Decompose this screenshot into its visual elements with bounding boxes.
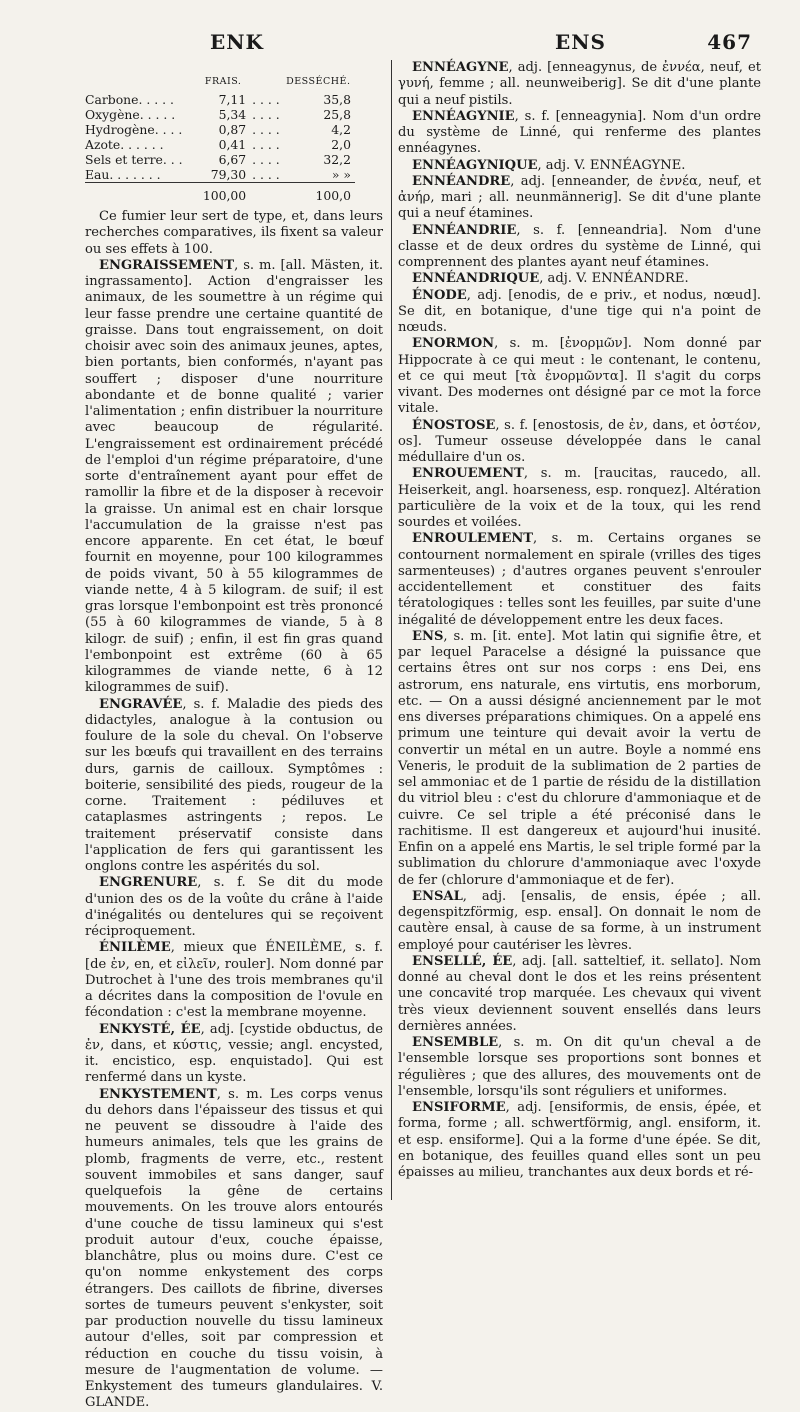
- entry-headword: ENNÉAGYNIE: [412, 108, 515, 124]
- entry-text: , mieux que ÉNEILÈME, s. f. [de ἐν, en, et εἰλεῖν, rouler]. Nom donné par Dutrochet à l'une des trois membranes qu'il a décrites dans la composition de l'ovule en fécondation : c'est la membrane moyenne.: [85, 940, 383, 1021]
- entry-headword: ENNÉAGYNIQUE: [412, 157, 538, 173]
- entry-headword: ENNÉAGYNE: [412, 60, 509, 75]
- entry-headword: ÉNODE: [412, 287, 467, 303]
- dictionary-entry: [398, 1100, 761, 1181]
- entry-text: , s. m. [it. ente]. Mot latin qui signifie être, et par lequel Paracelse a désigné la puissance que certains êtres ont sur nos corps : ens Dei, ens astrorum, ens naturale, ens virtutis, ens morborum, etc. — On a aussi désigné anciennement par le mot ens diverses préparations chimiques. On a appelé ens primum une teinture qui devait avoir la vertu de convertir un métal en un autre. Boyle a nommé ens Veneris, le produit de la sublimation de 2 parties de sel ammoniac et de 1 partie de résidu de la distillation du vitriol bleu : c'est du chlorure d'ammoniaque et de cuivre. Ce sel triple a été préconisé dans le rachitisme. Il est dangereux et aujourd'hui inusité. Enfin on a appelé ens Martis, le sel triple formé par la sublimation du chlorure d'ammoniaque avec l'oxyde de fer (chlorure d'ammoniaque et de fer).: [398, 628, 761, 888]
- entry-headword: ÉNILÈME: [99, 940, 171, 956]
- dictionary-entry: [85, 1087, 383, 1412]
- dictionary-entry: [398, 60, 761, 109]
- dictionary-entry: [398, 418, 761, 467]
- table-cell-sep: . . . .: [252, 107, 280, 122]
- table-cell-seche: 25,8: [323, 107, 351, 122]
- entry-headword: ENSIFORME: [412, 1100, 506, 1115]
- entry-headword: ENNÉANDRIE: [412, 222, 517, 238]
- dictionary-entry: [85, 697, 383, 876]
- entry-text: , adj. [ensalis, de ensis, épée ; all. degenspitzförmig, esp. ensal]. On donnait le nom de cautère ensal, à cause de sa forme, à un instrument employé pour cautériser les lèvres.: [398, 888, 761, 953]
- dictionary-entry: [398, 889, 761, 954]
- dictionary-entry: [398, 223, 761, 272]
- entry-headword: ENGRAVÉE: [99, 696, 183, 712]
- table-cell-sep: . . . .: [252, 167, 280, 182]
- dictionary-entry: [85, 1022, 383, 1087]
- table-cell-frais: 79,30: [210, 167, 247, 182]
- table-cell-name: Oxygène. . . . .: [85, 107, 176, 122]
- dictionary-entry: [398, 1035, 761, 1100]
- entry-headword: ENGRENURE: [99, 875, 198, 891]
- composition-table: [85, 74, 355, 203]
- column-divider: [391, 60, 392, 1200]
- dictionary-entry: [398, 336, 761, 417]
- entry-text: , s. f. Maladie des pieds des didactyles, analogue à la contusion ou foulure de la sole du cheval. On l'observe sur les bœufs qui travaillent en des terrains durs, garnis de cailloux. Symptômes : boiterie, sensibilité des pieds, rougeur de la corne. Traitement : pédiluves et cataplasmes astringents ; repos. Le traitement préservatif consiste dans l'application de fers qui garantissent les onglons contre les aspérités du sol.: [85, 696, 383, 874]
- table-cell-frais: 0,87: [218, 122, 247, 137]
- dictionary-entry: [398, 531, 761, 629]
- entry-text: , s. m. [all. Mästen, it. ingrassamento]. Action d'engraisser les animaux, de les soumettre à un régime qui leur fasse prendre une certaine quantité de graisse. Dans tout engraissement, on doit choisir avec soin des animaux jeunes, aptes, bien portants, bien conformés, n'ayant pas souffert ; disposer d'une nourriture abondante et de bonne qualité ; varier l'alimentation ; enfin distribuer la nourriture avec beaucoup de régularité. L'engraissement est ordinairement précédé de l'emploi d'un régime préparatoire, d'une sorte d'entraînement ayant pour effet de ramollir la fibre et de la disposer à recevoir la graisse. Un animal est en chair lorsque l'accumulation de la graisse n'est pas encore apparente. En cet état, le bœuf fournit en moyenne, pour 100 kilogrammes de poids vivant, 50 à 55 kilogrammes de viande nette, 4 à 5 kilogram. de suif; il est gras lorsque l'embonpoint est très prononcé (55 à 60 kilogrammes de viande, 5 à 8 kilogr. de suif) ; enfin, il est fin gras quand l'embonpoint est extrême (60 à 65 kilogrammes de viande nette, 6 à 12 kilogrammes de suif).: [85, 257, 383, 696]
- table-cell-sep: . . . .: [252, 122, 280, 137]
- table-cell-seche: 4,2: [331, 122, 351, 137]
- table-total-seche: 100,0: [282, 183, 355, 204]
- table-row: [85, 167, 355, 183]
- table-cell-name: Carbone. . . . .: [85, 92, 174, 107]
- table-cell-frais: 7,11: [218, 92, 247, 107]
- dictionary-entry: [85, 258, 383, 697]
- table-cell-name: Eau. . . . . . .: [85, 167, 161, 182]
- entry-headword: ENROULEMENT: [412, 531, 534, 547]
- entry-headword: ENKYSTÉ, ÉE: [99, 1021, 201, 1037]
- entry-text: , s. m. Certains organes se contournent normalement en spirale (vrilles des tiges sarmenteuses) ; d'autres organes peuvent s'enrouler accidentellement et constituer des faits tératologiques : telles sont les feuilles, par suite d'une inégalité de développement entre les deux faces.: [398, 531, 761, 628]
- entry-text: Ce fumier leur sert de type, et, dans leurs recherches comparatives, ils fixent sa valeur ou ses effets à 100.: [85, 209, 383, 257]
- right-column: [398, 60, 761, 1181]
- table-row: [85, 107, 355, 122]
- entry-text: , adj. [enodis, de e priv., et nodus, nœud]. Se dit, en botanique, d'une tige qui n'a point de nœuds.: [398, 287, 761, 335]
- table-cell-name: Azote. . . . . .: [85, 137, 164, 152]
- entry-text: , s. f. [enostosis, de ἐν, dans, et ὀστέον, os]. Tumeur osseuse développée dans le canal médullaire d'un os.: [398, 417, 761, 465]
- table-cell-frais: 5,34: [218, 107, 247, 122]
- entry-text: , adj. [ensiformis, de ensis, épée, et forma, forme ; all. schwertförmig, angl. ensiform, it. et esp. ensiforme]. Qui a la forme d'une épée. Se dit, en botanique, des feuilles quand elles sont un peu épaisses au milieu, tranchantes aux deux bords et ré-: [398, 1100, 761, 1180]
- entry-text: , s. f. [enneagynia]. Nom d'un ordre du système de Linné, qui renferme des plantes ennéagynes.: [398, 108, 761, 157]
- entry-headword: ENSELLÉ, ÉE: [412, 953, 513, 969]
- dictionary-entry: [398, 158, 761, 174]
- entry-headword: ENSEMBLE: [412, 1035, 499, 1050]
- table-cell-seche: 35,8: [323, 92, 351, 107]
- table-cell-frais: 6,67: [218, 152, 247, 167]
- entry-text: , s. m. On dit qu'un cheval a de l'ensemble lorsque ses proportions sont bonnes et régulières ; que des allures, des mouvements ont de l'ensemble, lorsqu'ils sont réguliers et uniformes.: [398, 1035, 761, 1099]
- entry-headword: ENNÉANDRIQUE: [412, 271, 540, 287]
- entry-headword: ENKYSTEMENT: [99, 1086, 217, 1102]
- entry-headword: ENSAL: [412, 888, 463, 904]
- table-cell-sep: . . . .: [252, 92, 280, 107]
- entry-text: , adj. [enneagynus, de ἐννέα, neuf, et γυνή, femme ; all. neunweiberig]. Se dit d'une plante qui a neuf pistils.: [398, 60, 761, 108]
- table-cell-sep: . . . .: [252, 137, 280, 152]
- entry-text: , s. f. Se dit du mode d'union des os de la voûte du crâne à l'aide d'inégalités ou dentelures qui se reçoivent réciproquement.: [85, 875, 383, 939]
- dictionary-entry: [398, 466, 761, 531]
- entry-text: , adj. V. ENNÉANDRE.: [539, 271, 689, 287]
- entry-text: , s. m. [ἐνορμῶν]. Nom donné par Hippocrate à ce qui meut : le contenant, le contenu, et ce qui meut [τὰ ἐνορμῶντα]. Il s'agit du corps vivant. Des modernes ont désigné par ce mot la force vitale.: [398, 336, 761, 417]
- running-head-left: ENK: [210, 30, 264, 54]
- table-row: [85, 92, 355, 107]
- table-cell-name: Sels et terre. . .: [85, 152, 183, 167]
- dictionary-entry: [85, 940, 383, 1021]
- table-row: [85, 152, 355, 167]
- table-total-frais: 100,00: [196, 183, 250, 204]
- entry-headword: ENGRAISSEMENT: [99, 257, 235, 273]
- entry-text: , adj. [enneander, de ἐννέα, neuf, et ἀνήρ, mari ; all. neunmännerig]. Se dit d'une plante qui a neuf étamines.: [398, 173, 761, 222]
- entry-text: , adj. V. ENNÉAGYNE.: [537, 157, 686, 173]
- dictionary-entry: [85, 209, 383, 258]
- table-row: [85, 122, 355, 137]
- entry-headword: ENROUEMENT: [412, 466, 524, 482]
- page-number: 467: [707, 30, 752, 54]
- dictionary-entry: [398, 629, 761, 889]
- entry-text: , s. m. [raucitas, raucedo, all. Heiserkeit, angl. hoarseness, esp. ronquez]. Altération particulière de la voix et de la toux, qui les rend sourdes et voilées.: [398, 466, 761, 530]
- table-cell-frais: 0,41: [218, 137, 247, 152]
- entry-text: , s. f. [enneandria]. Nom d'une classe et de deux ordres du système de Linné, qui comprennent des plantes ayant neuf étamines.: [398, 222, 761, 270]
- dictionary-entry: [398, 271, 761, 287]
- entry-text: , s. m. Les corps venus du dehors dans l'épaisseur des tissus et qui ne peuvent se dissoudre à l'aide des humeurs animales, tels que les grains de plomb, fragments de verre, etc., restent souvent immobiles et sans danger, sauf quelquefois la gêne de certains mouvements. On les trouve alors entourés d'une couche de tissu lamineux qui s'est produit autour d'eux, couche épaisse, blanchâtre, plus ou moins dure. C'est ce qu'on nomme enkystement des corps étrangers. Des caillots de fibrine, diverses sortes de tumeurs peuvent s'enkyster, soit par production nouvelle du tissu lamineux autour d'elles, soit par compression et réduction en couche du tissu voisin, à mesure de l'augmentation de volume. — Enkystement des tumeurs glandulaires. V. GLANDE.: [85, 1086, 383, 1411]
- table-header-seche: DESSÉCHÉ.: [286, 76, 351, 87]
- dictionary-entry: [398, 174, 761, 223]
- table-cell-seche: 2,0: [331, 137, 351, 152]
- dictionary-entry: [85, 875, 383, 940]
- table-row: [85, 137, 355, 152]
- entry-headword: ENNÉANDRE: [412, 173, 511, 189]
- entry-text: , adj. [all. satteltief, it. sellato]. Nom donné au cheval dont le dos et les reins présentent une concavité trop marquée. Les chevaux qui vivent très vieux deviennent souvent ensellés dans leurs dernières années.: [398, 953, 761, 1034]
- dictionary-entry: [398, 288, 761, 337]
- table-cell-sep: . . . .: [252, 152, 280, 167]
- table-cell-name: Hydrogène. . . .: [85, 122, 183, 137]
- dictionary-entry: [398, 954, 761, 1035]
- entry-headword: ENS: [412, 628, 444, 644]
- table-cell-seche: 32,2: [323, 152, 351, 167]
- entry-text: , adj. [cystide obductus, de ἐν, dans, et κύστις, vessie; angl. encysted, it. encistico, esp. enquistado]. Qui est renfermé dans un kyste.: [85, 1021, 383, 1086]
- table-cell-seche: » »: [331, 167, 351, 182]
- entry-headword: ÉNOSTOSE: [412, 417, 496, 433]
- entry-headword: ENORMON: [412, 336, 495, 352]
- dictionary-entry: [398, 109, 761, 158]
- table-header-frais: FRAIS.: [204, 76, 242, 87]
- running-head-right: ENS: [555, 30, 606, 54]
